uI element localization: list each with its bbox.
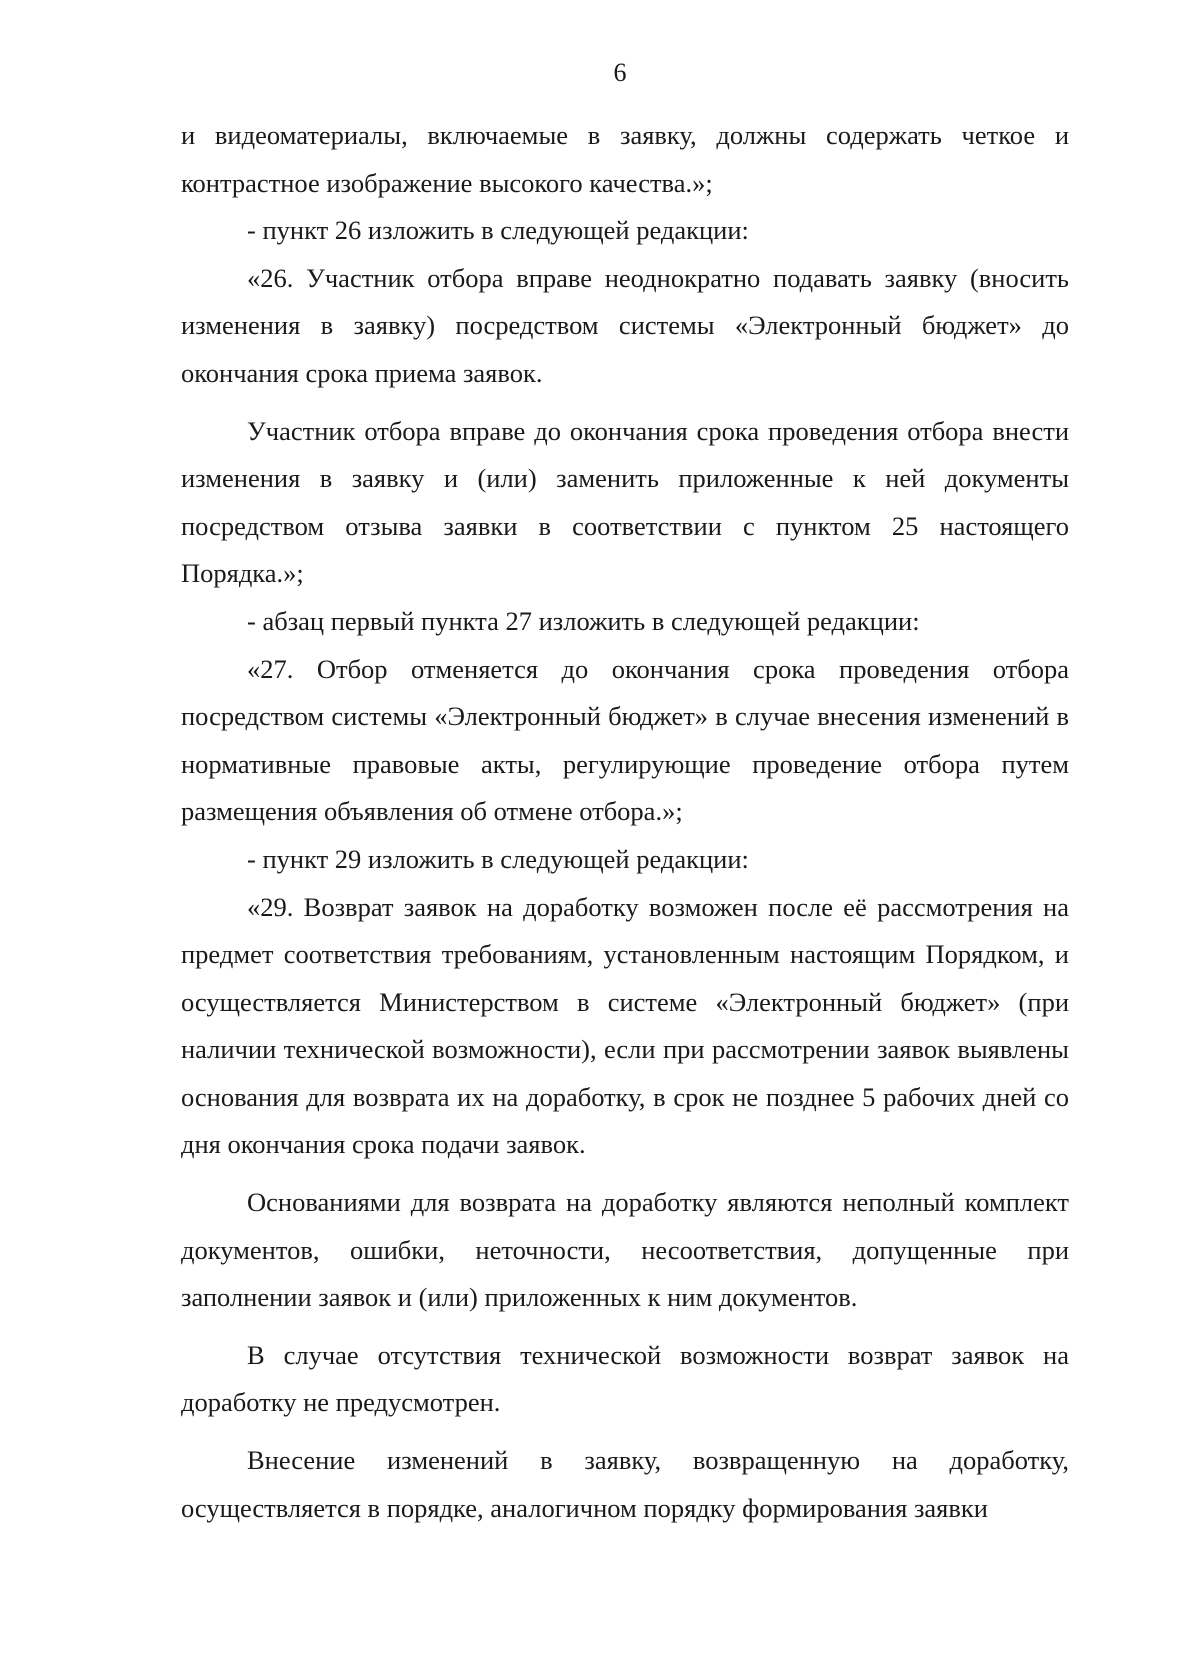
paragraph-amendment-29-intro: - пункт 29 изложить в следующей редакции:: [247, 843, 749, 874]
paragraph-return-grounds: Основаниями для возврата на доработку являются неполный комплект документов, ошибки, неточности, несоответствия, допущенные при заполнении заявок и (или) приложенных к ним документов.: [181, 1187, 1069, 1313]
paragraph-amendment-26-intro: - пункт 26 изложить в следующей редакции:: [247, 215, 749, 246]
paragraph-no-technical-possibility: В случае отсутствия технической возможности возврат заявок на доработку не предусмотрен.: [181, 1339, 1069, 1418]
paragraph-clause-29: «29. Возврат заявок на доработку возможен после её рассмотрения на предмет соответствия требованиям, установленным настоящим Порядком, и осуществляется Министерством в системе «Электронный бюджет» (при наличии технической возможности), если при рассмотрении заявок выявлены основания для возврата их на доработку, в срок не позднее 5 рабочих дней со дня окончания срока подачи заявок.: [181, 891, 1069, 1160]
paragraph-clause-27: «27. Отбор отменяется до окончания срока проведения отбора посредством системы «Электронный бюджет» в случае внесения изменений в нормативные правовые акты, регулирующие проведение отбора путем размещения объявления об отмене отбора.»;: [181, 653, 1069, 827]
paragraph-clause-26-part-2: Участник отбора вправе до окончания срока проведения отбора внести изменения в заявку и (или) заменить приложенные к ней документы посредством отзыва заявки в соответствии с пунктом 25 настоящего Порядка.»;: [181, 415, 1069, 589]
document-body: [181, 112, 1069, 1532]
paragraph-resubmission-changes: Внесение изменений в заявку, возвращенную на доработку, осуществляется в порядке, аналогичном порядку формирования заявки: [181, 1445, 1069, 1523]
page-number: 6: [613, 58, 627, 87]
paragraph-amendment-27-intro: - абзац первый пункта 27 изложить в следующей редакции:: [247, 605, 920, 636]
paragraph-continuation: и видеоматериалы, включаемые в заявку, должны содержать четкое и контрастное изображение высокого качества.»;: [181, 120, 1069, 198]
paragraph-clause-26: «26. Участник отбора вправе неоднократно подавать заявку (вносить изменения в заявку) посредством системы «Электронный бюджет» до окончания срока приема заявок.: [181, 262, 1069, 388]
